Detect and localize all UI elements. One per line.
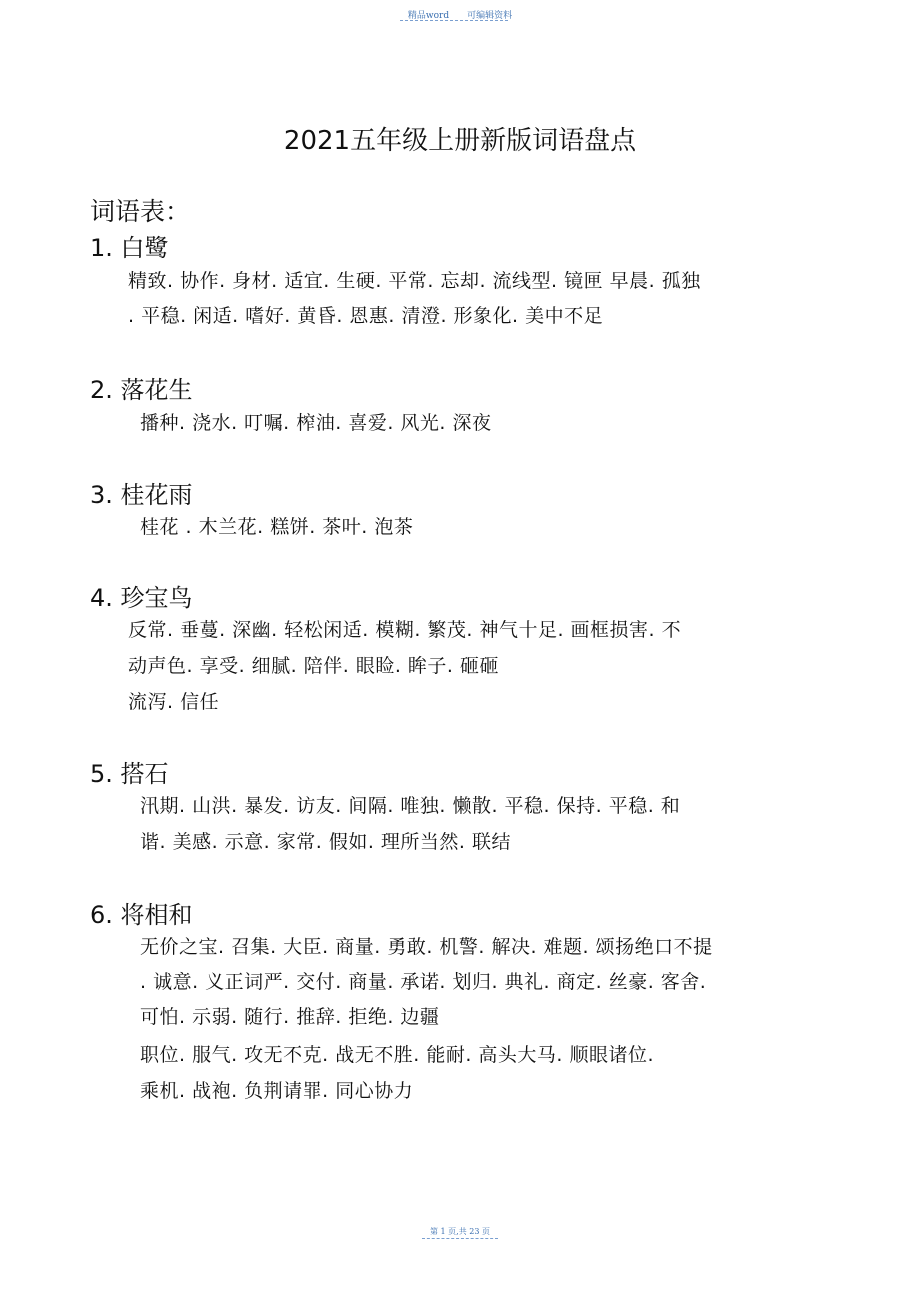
word-line: 无价之宝. 召集. 大臣. 商量. 勇敢. 机警. 解决. 难题. 颂扬绝口不提	[140, 936, 713, 958]
word-line: 可怕. 示弱. 随行. 推辞. 拒绝. 边疆	[140, 1006, 440, 1028]
word-line: 职位. 服气. 攻无不克. 战无不胜. 能耐. 高头大马. 顺眼诸位.	[140, 1044, 655, 1066]
word-line: 桂花 . 木兰花. 糕饼. 茶叶. 泡茶	[140, 516, 414, 538]
word-line: 动声色. 享受. 细腻. 陪伴. 眼睑. 眸子. 砸砸	[128, 655, 499, 677]
word-line: 反常. 垂蔓. 深幽. 轻松闲适. 模糊. 繁茂. 神气十足. 画框损害. 不	[128, 619, 682, 641]
section-heading-6: 6. 将相和	[90, 901, 193, 929]
header-right: 可编辑资料	[467, 11, 513, 21]
header-divider	[400, 20, 508, 21]
section-heading-4: 4. 珍宝鸟	[90, 584, 193, 612]
section-heading-2: 2. 落花生	[90, 376, 193, 404]
section-heading-5: 5. 搭石	[90, 760, 169, 788]
word-line: 汛期. 山洪. 暴发. 访友. 间隔. 唯独. 懒散. 平稳. 保持. 平稳. 和	[140, 795, 681, 817]
footer-divider	[422, 1238, 498, 1239]
word-line: 谐. 美感. 示意. 家常. 假如. 理所当然. 联结	[140, 831, 511, 853]
page-footer: 第 1 页,共 23 页	[430, 1227, 490, 1236]
page-title: 2021五年级上册新版词语盘点	[283, 126, 637, 156]
word-line: . 诚意. 义正词严. 交付. 商量. 承诺. 划归. 典礼. 商定. 丝豪. 客舍.	[140, 971, 707, 993]
word-line: 精致. 协作. 身材. 适宜. 生硬. 平常. 忘却. 流线型. 镜匣 早晨. 孤独	[128, 270, 701, 292]
section-heading-1: 1. 白鹭	[90, 234, 169, 262]
header-left: 精品word	[407, 11, 450, 21]
word-line: 播种. 浇水. 叮嘱. 榨油. 喜爱. 风光. 深夜	[140, 412, 492, 434]
word-line: . 平稳. 闲适. 嗜好. 黄昏. 恩惠. 清澄. 形象化. 美中不足	[128, 305, 604, 327]
vocabulary-heading: 词语表：	[90, 197, 191, 226]
word-line: 流泻. 信任	[128, 691, 220, 713]
section-heading-3: 3. 桂花雨	[90, 481, 193, 509]
word-line: 乘机. 战袍. 负荆请罪. 同心协力	[140, 1080, 414, 1102]
